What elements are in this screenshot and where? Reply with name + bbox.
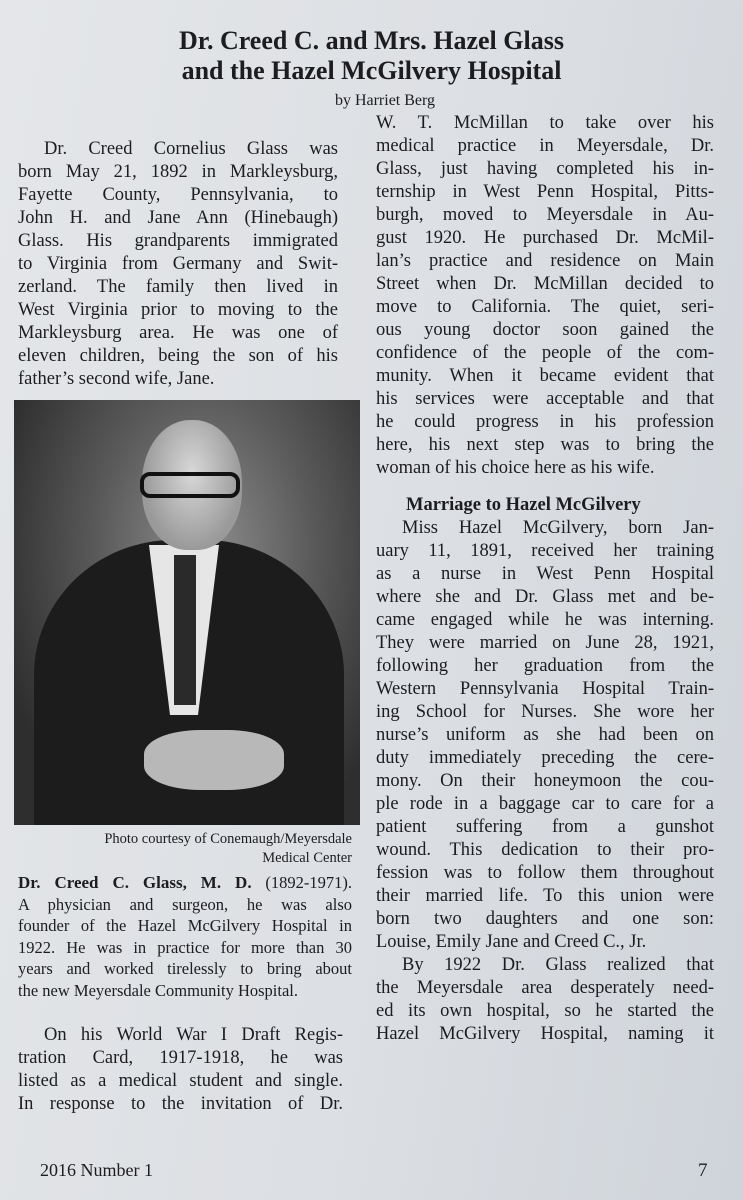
text-line: duty immediately preceding the cere- bbox=[376, 748, 714, 768]
text-line: Fayette County, Pennsylvania, to bbox=[18, 185, 338, 205]
text-line: wound. This dedication to their pro- bbox=[376, 840, 714, 860]
text-line: Louise, Emily Jane and Creed C., Jr. bbox=[376, 932, 647, 952]
text-line: years and worked tirelessly to bring about bbox=[18, 959, 352, 978]
left-column-top bbox=[18, 138, 338, 391]
text-line: mony. On their honeymoon the cou- bbox=[376, 771, 714, 791]
text-line: 1922. He was in practice for more than 30 bbox=[18, 937, 352, 957]
text-line: founder of the Hazel McGilvery Hospital in bbox=[18, 916, 352, 935]
text-line: patient suffering from a gunshot bbox=[376, 817, 714, 837]
text-line: Glass. His grandparents immigrated bbox=[18, 231, 338, 251]
text-line: fession was to follow them throughout bbox=[376, 863, 714, 883]
text-line: tration Card, 1917-1918, he was bbox=[18, 1048, 343, 1068]
photo-caption bbox=[18, 872, 352, 1001]
text-line: A physician and surgeon, he was also bbox=[18, 894, 352, 914]
text-line: Markleysburg area. He was one of bbox=[18, 323, 338, 343]
text-line: By 1922 Dr. Glass realized that bbox=[402, 955, 714, 975]
text-line: W. T. McMillan to take over his bbox=[376, 113, 714, 133]
text-line: ed its own hospital, so he started the bbox=[376, 1001, 714, 1021]
text-line: confidence of the people of the com- bbox=[376, 343, 714, 363]
caption-dates: (1892-1971). bbox=[251, 873, 353, 892]
caption-name: Dr. Creed C. Glass, M. D. bbox=[18, 873, 252, 892]
text-line: medical practice in Meyersdale, Dr. bbox=[376, 136, 714, 156]
byline: by Harriet Berg bbox=[334, 92, 436, 109]
text-line: uary 11, 1891, received her training bbox=[376, 541, 714, 561]
portrait-photo bbox=[14, 400, 360, 825]
text-line: here, his next step was to bring the bbox=[376, 435, 714, 455]
photo-glasses bbox=[140, 472, 240, 498]
photo-tie bbox=[174, 555, 196, 705]
right-column bbox=[376, 112, 714, 1046]
photo-hands bbox=[144, 730, 284, 790]
text-line: their married life. To this union were bbox=[376, 886, 714, 906]
text-line: Hazel McGilvery Hospital, naming it bbox=[376, 1024, 714, 1044]
text-line: born two daughters and one son: bbox=[376, 909, 714, 929]
text-line: father’s second wife, Jane. bbox=[18, 369, 215, 389]
issue-label: 2016 Number 1 bbox=[40, 1160, 153, 1180]
text-line: his services were acceptable and that bbox=[376, 389, 714, 409]
text-line: ple rode in a baggage car to care for a bbox=[376, 794, 714, 814]
text-line: following her graduation from the bbox=[376, 656, 714, 676]
text-line: born May 21, 1892 in Markleysburg, bbox=[18, 162, 338, 182]
text-line: Glass, just having completed his in- bbox=[376, 159, 714, 179]
text-line: Dr. Creed Cornelius Glass was bbox=[44, 139, 338, 159]
left-column-bottom bbox=[18, 1024, 343, 1116]
text-line: he could progress in his profession bbox=[376, 412, 714, 432]
text-line: zerland. The family then lived in bbox=[18, 277, 338, 297]
text-line: John H. and Jane Ann (Hinebaugh) bbox=[18, 208, 338, 228]
caption-heading bbox=[18, 872, 352, 894]
text-line: On his World War I Draft Regis- bbox=[44, 1025, 343, 1045]
section-heading: Marriage to Hazel McGilvery bbox=[406, 495, 641, 515]
text-line: They were married on June 28, 1921, bbox=[376, 633, 714, 653]
text-line: lan’s practice and residence on Main bbox=[376, 251, 714, 271]
text-line bbox=[376, 480, 714, 494]
text-line: eleven children, being the son of his bbox=[18, 346, 338, 366]
text-line: burgh, moved to Meyersdale in Au- bbox=[376, 205, 714, 225]
text-line: ing School for Nurses. She wore her bbox=[376, 702, 714, 722]
text-line: West Virginia prior to moving to the bbox=[18, 300, 338, 320]
text-line: move to California. The quiet, seri- bbox=[376, 297, 714, 317]
photo-credit-line-1: Photo courtesy of Conemaugh/Meyersdale bbox=[104, 831, 352, 847]
text-line: munity. When it became evident that bbox=[376, 366, 714, 386]
photo-credit bbox=[18, 830, 352, 868]
article-title bbox=[0, 26, 743, 86]
text-line: the Meyersdale area desperately need- bbox=[376, 978, 714, 998]
text-line: woman of his choice here as his wife. bbox=[376, 458, 655, 478]
title-line-1: Dr. Creed C. and Mrs. Hazel Glass bbox=[179, 26, 564, 55]
text-line: Miss Hazel McGilvery, born Jan- bbox=[402, 518, 714, 538]
text-line: In response to the invitation of Dr. bbox=[18, 1094, 343, 1114]
text-line: listed as a medical student and single. bbox=[18, 1071, 343, 1091]
text-line: ternship in West Penn Hospital, Pitts- bbox=[376, 182, 714, 202]
page-number: 7 bbox=[698, 1160, 708, 1181]
text-line: gust 1920. He purchased Dr. McMil- bbox=[376, 228, 714, 248]
text-line: to Virginia from Germany and Swit- bbox=[18, 254, 338, 274]
text-line: where she and Dr. Glass met and be- bbox=[376, 587, 714, 607]
text-line: as a nurse in West Penn Hospital bbox=[376, 564, 714, 584]
text-line: came engaged while he was interning. bbox=[376, 610, 714, 630]
text-line: nurse’s uniform as she had been on bbox=[376, 725, 714, 745]
text-line: Western Pennsylvania Hospital Train- bbox=[376, 679, 714, 699]
title-line-2: and the Hazel McGilvery Hospital bbox=[181, 56, 562, 85]
text-line: Street when Dr. McMillan decided to bbox=[376, 274, 714, 294]
text-line: the new Meyersdale Community Hospital. bbox=[18, 980, 298, 1000]
photo-credit-line-2: Medical Center bbox=[262, 850, 352, 866]
caption-lines bbox=[18, 894, 352, 1002]
text-line: ous young doctor soon gained the bbox=[376, 320, 714, 340]
